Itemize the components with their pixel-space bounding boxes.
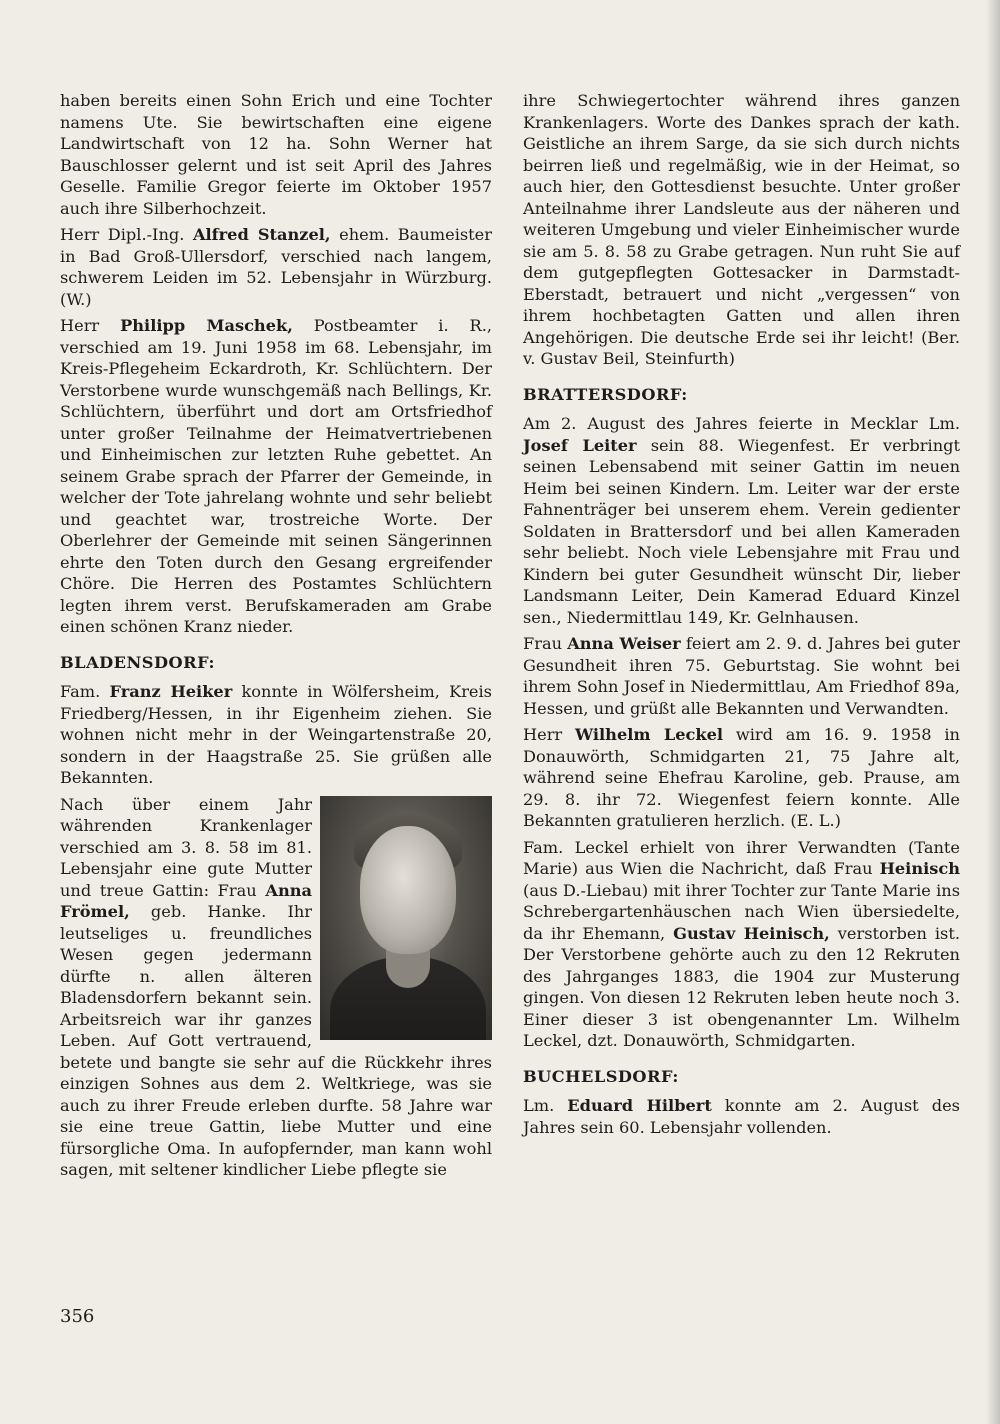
paragraph-maschek <box>60 315 492 638</box>
text: Fam. <box>60 682 110 701</box>
text: ehem. Baumeister in Bad Groß-Ullersdorf, verschied nach langem, schwerem Leiden im 52. Lebensjahr in Würzburg. (W.) <box>60 225 492 309</box>
text: konnte in Wölfersheim, Kreis Friedberg/Hessen, in ihr Eigenheim ziehen. Sie wohnen nicht mehr in der Weingartenstraße 20, sondern in der Haagstraße 25. Sie grüßen alle Bekannten. <box>60 682 492 787</box>
text: Am 2. August des Jahres feierte in Mecklar Lm. <box>523 414 960 433</box>
page-edge-shadow <box>986 0 1000 1424</box>
name-anna-froemel: Anna Frömel, <box>60 880 312 921</box>
text: Lm. <box>523 1096 568 1115</box>
name-franz-heiker: Franz Heiker <box>109 682 233 701</box>
paragraph-leiter <box>523 413 960 628</box>
name-alfred-stanzel: Alfred Stanzel, <box>192 225 331 244</box>
portrait-photo <box>320 796 492 1040</box>
photo-collar-shape <box>386 948 430 988</box>
text: geb. Hanke. Ihr leutseliges u. freundliches Wesen gegen jedermann dürfte n. allen älteren Bladensdorfern bekannt sein. Arbeitsreich war ihr ganzes Leben. Auf Gott vertrauend, betete und bangte sie sehr auf die Rückkehr ihres einzigen Sohnes aus dem 2. Weltkriege, was sie auch zu ihrer Freude erleben durfte. 58 Jahre war sie eine treue Gattin, liebe Mutter und eine fürsorgliche Oma. In aufopfernder, man kann wohl sagen, mit seltener kindlicher Liebe pflegte sie <box>60 902 492 1179</box>
paragraph-froemel-cont: ihre Schwiegertochter während ihres ganzen Krankenlagers. Worte des Dankes sprach der kath. Geistliche an ihrem Sarge, da sie sich durch nichts beirren ließ und regelmäßig, wie in der Heimat, so auch hier, den Gottesdienst besuchte. Unter großer Anteilnahme ihrer Landsleute aus der näheren und weiteren Umgebung und vieler Einheimischer wurde sie am 5. 8. 58 zu Grabe getragen. Nun ruht Sie auf dem gutgepflegten Gottesacker in Darmstadt-Eberstadt, betrauert und nicht „vergessen“ von ihrem hochbetagten Gatten und allen ihren Angehörigen. Die deutsche Erde sei ihr leicht! (Ber. v. Gustav Beil, Steinfurth) <box>523 91 960 368</box>
name-anna-weiser: Anna Weiser <box>567 634 681 653</box>
paragraph-stanzel <box>60 224 492 310</box>
paragraph-weiser <box>523 633 960 719</box>
name-josef-leiter: Josef Leiter <box>523 435 637 455</box>
text: Nach über einem Jahr währenden Krankenlager verschied am 3. 8. 58 im 81. Lebensjahr eine gute Mutter und treue Gattin: Frau <box>60 794 312 900</box>
paragraph-hilbert <box>523 1095 960 1138</box>
name-wilhelm-leckel: Wilhelm Leckel <box>574 725 724 744</box>
text: Herr Dipl.-Ing. <box>60 225 193 244</box>
text: Postbeamter i. R., verschied am 19. Juni 1958 im 68. Lebensjahr, im Kreis-Pflegeheim Eckardroth, Kr. Schlüchtern. Der Verstorbene wurde wunschgemäß nach Bellings, Kr. Schlüchtern, überführt und dort am Ortsfriedhof unter großer Teilnahme der Heimatvertriebenen und Einheimischen zur letzten Ruhe gebettet. An seinem Grabe sprach der Pfarrer der Gemeinde, in welcher der Tote jahrelang wohnte und sehr beliebt und geachtet war, trostreiche Worte. Der Oberlehrer der Gemeinde mit seinen Sängerinnen ehrte den Toten durch den Gesang ergreifender Chöre. Die Herren des Postamtes Schlüchtern legten ihrem verst. Berufskameraden am Grabe einen schönen Kranz nieder. <box>60 316 492 636</box>
left-column <box>60 90 492 1186</box>
paragraph-leckel <box>523 724 960 832</box>
paragraph-heiker <box>60 681 492 789</box>
page-number: 356 <box>60 1306 95 1327</box>
text: Frau <box>523 634 568 653</box>
text: konnte am 2. August des Jahres sein 60. Lebensjahr vollenden. <box>523 1096 960 1137</box>
right-column <box>523 90 960 1143</box>
heading-brattersdorf: BRATTERSDORF: <box>523 384 688 404</box>
name-heinisch: Heinisch <box>879 859 960 878</box>
name-philipp-maschek: Philipp Maschek, <box>120 316 293 335</box>
text: Herr <box>60 316 121 335</box>
text: verstorben ist. Der Verstorbene gehörte auch zu den 12 Rekruten des Jahrganges 1883, die 1904 zur Musterung gingen. Von diesen 12 Rekruten leben heute noch 3. Einer dieser 3 ist obengenannter Lm. Wilhelm Leckel, dzt. Donauwörth, Schmidgarten. <box>523 923 961 1050</box>
name-eduard-hilbert: Eduard Hilbert <box>567 1096 712 1115</box>
heading-bladensdorf: BLADENSDORF: <box>60 652 215 672</box>
text: (aus D.-Liebau) mit ihrer Tochter zur Tante Marie ins Schrebergartenhäuschen nach Wien übersiedelte, da ihr Ehemann, <box>523 880 960 943</box>
paragraph-heinisch <box>523 837 960 1052</box>
paragraph-gregor: haben bereits einen Sohn Erich und eine Tochter namens Ute. Sie bewirtschaften eine eigene Landwirtschaft von 12 ha. Sohn Werner hat Bauschlosser gelernt und ist seit April des Jahres Geselle. Familie Gregor feierte im Oktober 1957 auch ihre Silberhochzeit. <box>60 91 492 218</box>
name-gustav-heinisch: Gustav Heinisch, <box>673 923 830 943</box>
photo-face-shape <box>360 826 456 954</box>
text: sein 88. Wiegenfest. Er verbringt seinen Lebensabend mit seiner Gattin im neuen Heim bei seinen Kindern. Lm. Leiter war der erste Fahnenträger bei unserem ehem. Verein gedienter Soldaten in Brattersdorf und bei allen Kameraden sehr beliebt. Noch viele Lebensjahre mit Frau und Kindern bei guter Gesundheit wünscht Dir, lieber Landsmann Leiter, Dein Kamerad Eduard Kinzel sen., Niedermittlau 149, Kr. Gelnhausen. <box>523 435 960 627</box>
text: feiert am 2. 9. d. Jahres bei guter Gesundheit ihren 75. Geburtstag. Sie wohnt bei ihrem Sohn Josef in Niedermittlau, Am Friedhof 89a, Hessen, und grüßt alle Bekannten und Verwandten. <box>523 634 960 718</box>
text: Fam. Leckel erhielt von ihrer Verwandten (Tante Marie) aus Wien die Nachricht, daß Frau <box>523 837 960 878</box>
text: wird am 16. 9. 1958 in Donauwörth, Schmidgarten 21, 75 Jahre alt, während seine Ehefrau Karoline, geb. Prause, am 29. 8. ihr 72. Wiegenfest feiern konnte. Alle Bekannten gratulieren herzlich. (E. L.) <box>523 725 960 830</box>
heading-buchelsdorf: BUCHELSDORF: <box>523 1066 679 1086</box>
text: Herr <box>523 725 575 744</box>
